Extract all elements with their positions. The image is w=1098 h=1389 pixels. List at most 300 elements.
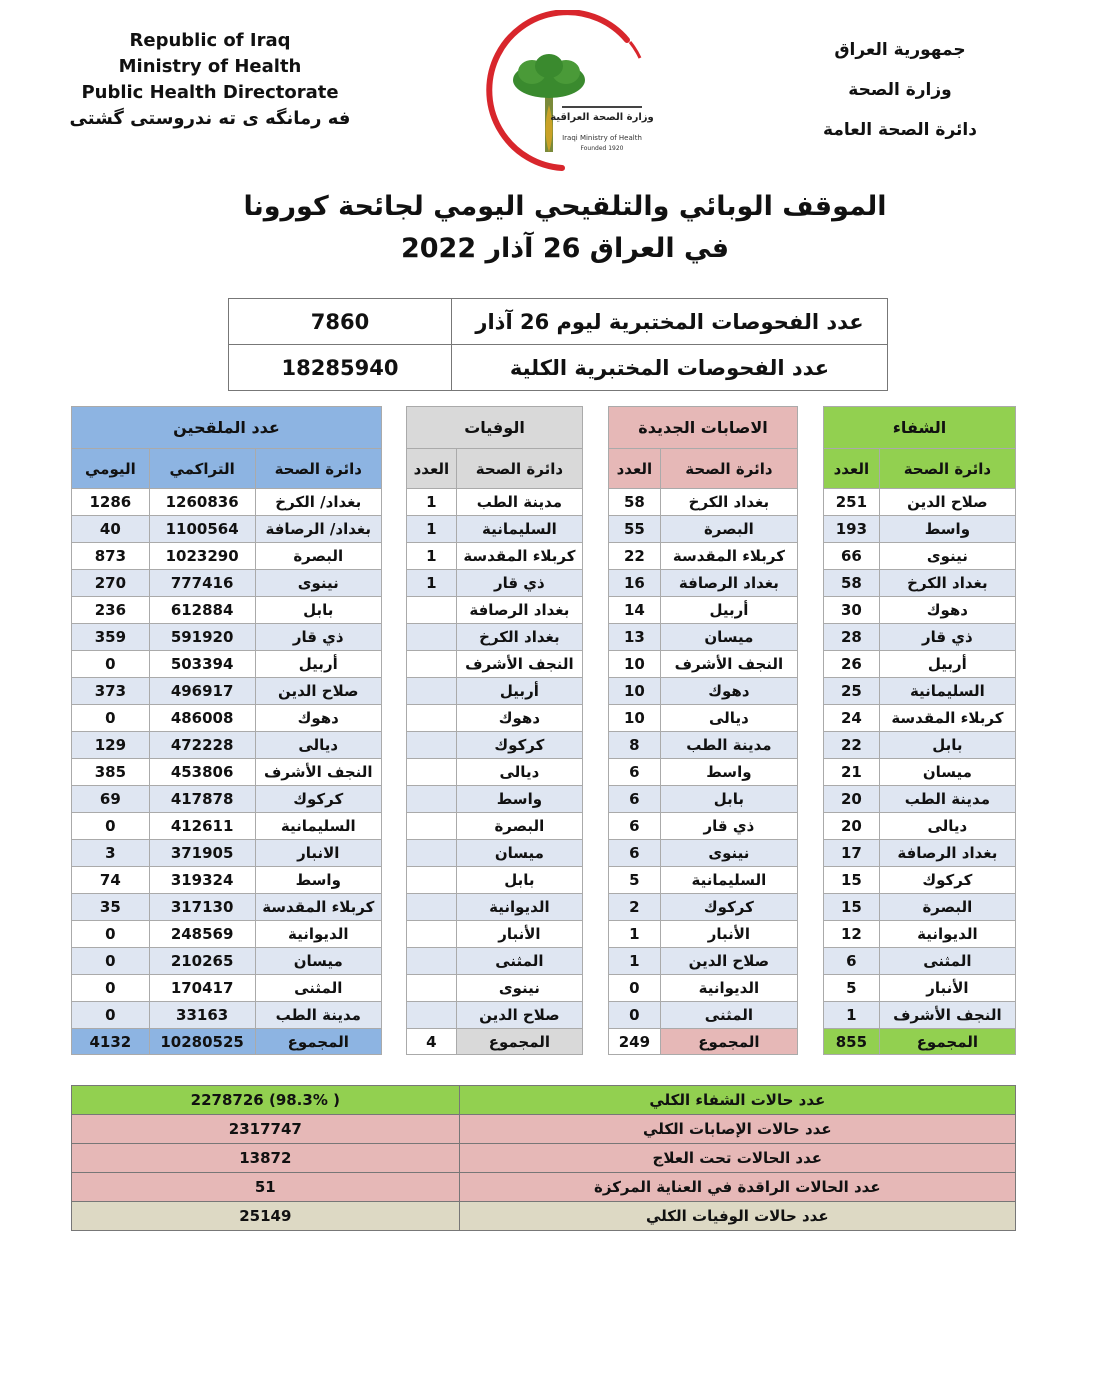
vaccinated-dept-cell: النجف الأشرف bbox=[255, 759, 381, 786]
recovery-count-cell: 6 bbox=[824, 948, 880, 975]
vaccinated-row bbox=[72, 624, 382, 651]
recovery-row bbox=[824, 786, 1016, 813]
cases-count-cell: 6 bbox=[609, 786, 661, 813]
lab-tests-daily-label: عدد الفحوصات المختبرية ليوم 26 آذار bbox=[452, 299, 888, 345]
recovery-row bbox=[824, 516, 1016, 543]
vaccinated-dept-cell: دهوك bbox=[255, 705, 381, 732]
cases-count-cell: 5 bbox=[609, 867, 661, 894]
recovery-dept-cell: كربلاء المقدسة bbox=[879, 705, 1015, 732]
recovery-dept-cell: بغداد الكرخ bbox=[879, 570, 1015, 597]
cases-count-cell: 55 bbox=[609, 516, 661, 543]
cases-dept-cell: دهوك bbox=[660, 678, 797, 705]
recovery-row bbox=[824, 705, 1016, 732]
logo-text-english: Iraqi Ministry of Health bbox=[562, 134, 642, 142]
deaths-dept-cell: نينوى bbox=[456, 975, 582, 1002]
vaccinated-row bbox=[72, 516, 382, 543]
header-line-republic: Republic of Iraq bbox=[129, 30, 291, 51]
cases-row bbox=[609, 813, 798, 840]
vaccinated-daily-cell: 0 bbox=[72, 813, 150, 840]
recovery-row bbox=[824, 624, 1016, 651]
summary-row bbox=[72, 1202, 1016, 1231]
vaccinated-cumulative-cell: 486008 bbox=[149, 705, 255, 732]
deaths-count-cell bbox=[407, 921, 457, 948]
recovery-count-cell: 30 bbox=[824, 597, 880, 624]
vaccinated-cumulative-cell: 612884 bbox=[149, 597, 255, 624]
recovery-count-cell: 20 bbox=[824, 786, 880, 813]
ministry-logo-graphic bbox=[462, 10, 662, 175]
ministry-logo bbox=[462, 10, 662, 175]
cases-dept-cell: بغداد الكرخ bbox=[660, 489, 797, 516]
recovery-count-cell: 5 bbox=[824, 975, 880, 1002]
recovery-dept-cell: أربيل bbox=[879, 651, 1015, 678]
recovery-dept-cell: نينوى bbox=[879, 543, 1015, 570]
recovery-count-cell: 15 bbox=[824, 894, 880, 921]
deaths-row bbox=[407, 948, 583, 975]
deaths-row bbox=[407, 786, 583, 813]
recovery-dept-cell: بابل bbox=[879, 732, 1015, 759]
deaths-count-cell bbox=[407, 786, 457, 813]
summary-value: ( 98.3%) 2278726 bbox=[72, 1086, 460, 1115]
deaths-count-cell: 1 bbox=[407, 570, 457, 597]
cases-dept-cell: ذي قار bbox=[660, 813, 797, 840]
deaths-row bbox=[407, 894, 583, 921]
cases-count-cell: 8 bbox=[609, 732, 661, 759]
vaccinated-daily-cell: 385 bbox=[72, 759, 150, 786]
deaths-dept-cell: ديالى bbox=[456, 759, 582, 786]
vaccinated-cumulative-cell: 33163 bbox=[149, 1002, 255, 1029]
cases-dept-cell: السليمانية bbox=[660, 867, 797, 894]
cases-row bbox=[609, 840, 798, 867]
cases-dept-cell: كربلاء المقدسة bbox=[660, 543, 797, 570]
recovery-count-cell: 193 bbox=[824, 516, 880, 543]
recovery-row bbox=[824, 813, 1016, 840]
vaccinated-daily-cell: 0 bbox=[72, 705, 150, 732]
vaccinated-row bbox=[72, 921, 382, 948]
cases-count-cell: 16 bbox=[609, 570, 661, 597]
report-title-line2: في العراق 26 آذار 2022 bbox=[400, 233, 730, 264]
deaths-total-label: المجموع bbox=[456, 1029, 582, 1055]
vaccinated-cumulative-cell: 496917 bbox=[149, 678, 255, 705]
deaths-row bbox=[407, 975, 583, 1002]
recovery-dept-cell: ميسان bbox=[879, 759, 1015, 786]
vaccinated-daily-cell: 359 bbox=[72, 624, 150, 651]
vaccinated-title: عدد الملقحين bbox=[72, 407, 382, 449]
recovery-row bbox=[824, 759, 1016, 786]
recovery-count-cell: 24 bbox=[824, 705, 880, 732]
summary-row bbox=[72, 1086, 1016, 1115]
vaccinated-dept-cell: كركوك bbox=[255, 786, 381, 813]
vaccinated-dept-cell: الانبار bbox=[255, 840, 381, 867]
recovery-section bbox=[823, 406, 1016, 1055]
recovery-count-cell: 20 bbox=[824, 813, 880, 840]
recovery-dept-cell: واسط bbox=[879, 516, 1015, 543]
vaccinated-daily-cell: 3 bbox=[72, 840, 150, 867]
deaths-dept-cell: البصرة bbox=[456, 813, 582, 840]
deaths-count-cell: 1 bbox=[407, 489, 457, 516]
vaccinated-cumulative-cell: 503394 bbox=[149, 651, 255, 678]
recovery-count-cell: 251 bbox=[824, 489, 880, 516]
deaths-count-cell bbox=[407, 705, 457, 732]
vaccinated-dept-cell: المثنى bbox=[255, 975, 381, 1002]
vaccinated-cumulative-cell: 170417 bbox=[149, 975, 255, 1002]
deaths-dept-cell: بابل bbox=[456, 867, 582, 894]
vaccinated-daily-cell: 0 bbox=[72, 921, 150, 948]
cases-count-cell: 1 bbox=[609, 921, 661, 948]
vaccinated-total-cumulative: 10280525 bbox=[149, 1029, 255, 1055]
vaccinated-dept-cell: واسط bbox=[255, 867, 381, 894]
vaccinated-col-dept: دائرة الصحة bbox=[255, 449, 381, 489]
deaths-count-cell bbox=[407, 867, 457, 894]
recovery-dept-cell: كركوك bbox=[879, 867, 1015, 894]
deaths-count-cell bbox=[407, 975, 457, 1002]
recovery-row bbox=[824, 732, 1016, 759]
vaccinated-total-label: المجموع bbox=[255, 1029, 381, 1055]
deaths-row bbox=[407, 732, 583, 759]
cases-dept-cell: النجف الأشرف bbox=[660, 651, 797, 678]
vaccinated-daily-cell: 0 bbox=[72, 1002, 150, 1029]
cases-row bbox=[609, 651, 798, 678]
vaccinated-row bbox=[72, 732, 382, 759]
deaths-dept-cell: المثنى bbox=[456, 948, 582, 975]
cases-row bbox=[609, 921, 798, 948]
vaccinated-row bbox=[72, 975, 382, 1002]
vaccinated-total-daily: 4132 bbox=[72, 1029, 150, 1055]
recovery-dept-cell: السليمانية bbox=[879, 678, 1015, 705]
vaccinated-daily-cell: 0 bbox=[72, 975, 150, 1002]
cases-count-cell: 10 bbox=[609, 651, 661, 678]
vaccinated-dept-cell: أربيل bbox=[255, 651, 381, 678]
vaccinated-row bbox=[72, 894, 382, 921]
header-line-kurdish: فه رمانگه ی ته ندروستی گشتی bbox=[69, 108, 351, 129]
recovery-count-cell: 66 bbox=[824, 543, 880, 570]
vaccinated-row bbox=[72, 813, 382, 840]
cases-dept-cell: ديالى bbox=[660, 705, 797, 732]
summary-label: عدد الحالات الراقدة في العناية المركزة bbox=[459, 1173, 1015, 1202]
deaths-row bbox=[407, 624, 583, 651]
recovery-row bbox=[824, 948, 1016, 975]
cases-dept-cell: مدينة الطب bbox=[660, 732, 797, 759]
vaccinated-dept-cell: بغداد/ الرصافة bbox=[255, 516, 381, 543]
vaccinated-cumulative-cell: 1023290 bbox=[149, 543, 255, 570]
deaths-dept-cell: بغداد الرصافة bbox=[456, 597, 582, 624]
vaccinated-col-daily: اليومي bbox=[72, 449, 150, 489]
cases-dept-cell: نينوى bbox=[660, 840, 797, 867]
recovery-row bbox=[824, 894, 1016, 921]
cases-dept-cell: البصرة bbox=[660, 516, 797, 543]
deaths-row bbox=[407, 1002, 583, 1029]
cases-dept-cell: بابل bbox=[660, 786, 797, 813]
vaccinated-row bbox=[72, 1002, 382, 1029]
vaccinated-cumulative-cell: 248569 bbox=[149, 921, 255, 948]
recovery-count-cell: 17 bbox=[824, 840, 880, 867]
cases-row bbox=[609, 786, 798, 813]
deaths-row bbox=[407, 543, 583, 570]
cases-row bbox=[609, 894, 798, 921]
deaths-section bbox=[406, 406, 583, 1055]
deaths-dept-cell: ميسان bbox=[456, 840, 582, 867]
deaths-count-cell: 1 bbox=[407, 543, 457, 570]
cases-count-cell: 14 bbox=[609, 597, 661, 624]
recovery-row bbox=[824, 867, 1016, 894]
vaccinated-cumulative-cell: 317130 bbox=[149, 894, 255, 921]
recovery-count-cell: 22 bbox=[824, 732, 880, 759]
recovery-total-value: 855 bbox=[824, 1029, 880, 1055]
recovery-count-cell: 21 bbox=[824, 759, 880, 786]
recovery-total-label: المجموع bbox=[879, 1029, 1015, 1055]
cases-count-cell: 13 bbox=[609, 624, 661, 651]
deaths-dept-cell: كربلاء المقدسة bbox=[456, 543, 582, 570]
recovery-row bbox=[824, 678, 1016, 705]
recovery-dept-cell: النجف الأشرف bbox=[879, 1002, 1015, 1029]
recovery-dept-cell: مدينة الطب bbox=[879, 786, 1015, 813]
cases-count-cell: 10 bbox=[609, 705, 661, 732]
recovery-row bbox=[824, 975, 1016, 1002]
cases-col-dept: دائرة الصحة bbox=[660, 449, 797, 489]
vaccinated-row bbox=[72, 867, 382, 894]
recovery-row bbox=[824, 921, 1016, 948]
deaths-dept-cell: بغداد الكرخ bbox=[456, 624, 582, 651]
recovery-dept-cell: الديوانية bbox=[879, 921, 1015, 948]
lab-tests-table bbox=[228, 298, 888, 391]
lab-tests-total-row bbox=[229, 345, 888, 391]
vaccinated-cumulative-cell: 319324 bbox=[149, 867, 255, 894]
deaths-count-cell bbox=[407, 948, 457, 975]
vaccinated-cumulative-cell: 1100564 bbox=[149, 516, 255, 543]
logo-text-founded: Founded 1920 bbox=[580, 145, 624, 152]
vaccinated-row bbox=[72, 705, 382, 732]
recovery-count-cell: 1 bbox=[824, 1002, 880, 1029]
vaccinated-cumulative-cell: 1260836 bbox=[149, 489, 255, 516]
cases-table bbox=[608, 406, 798, 1055]
header-ar-republic: جمهورية العراق bbox=[834, 40, 966, 60]
cases-dept-cell: كركوك bbox=[660, 894, 797, 921]
vaccinated-row bbox=[72, 786, 382, 813]
vaccinated-row bbox=[72, 570, 382, 597]
recovery-count-cell: 15 bbox=[824, 867, 880, 894]
summary-label: عدد حالات الشفاء الكلي bbox=[459, 1086, 1015, 1115]
vaccinated-dept-cell: مدينة الطب bbox=[255, 1002, 381, 1029]
deaths-count-cell bbox=[407, 678, 457, 705]
recovery-row bbox=[824, 570, 1016, 597]
cases-dept-cell: واسط bbox=[660, 759, 797, 786]
vaccinated-dept-cell: البصرة bbox=[255, 543, 381, 570]
cases-row bbox=[609, 759, 798, 786]
cases-dept-cell: ميسان bbox=[660, 624, 797, 651]
deaths-row bbox=[407, 759, 583, 786]
lab-tests-total-value: 18285940 bbox=[229, 345, 452, 391]
vaccinated-daily-cell: 40 bbox=[72, 516, 150, 543]
summary-row bbox=[72, 1173, 1016, 1202]
deaths-dept-cell: النجف الأشرف bbox=[456, 651, 582, 678]
vaccinated-cumulative-cell: 453806 bbox=[149, 759, 255, 786]
deaths-count-cell bbox=[407, 813, 457, 840]
cases-row bbox=[609, 732, 798, 759]
recovery-row bbox=[824, 1002, 1016, 1029]
deaths-col-dept: دائرة الصحة bbox=[456, 449, 582, 489]
report-title-line1: الموقف الوبائي والتلقيحي اليومي لجائحة كورونا bbox=[243, 191, 887, 222]
deaths-col-count: العدد bbox=[407, 449, 457, 489]
recovery-row bbox=[824, 489, 1016, 516]
recovery-count-cell: 58 bbox=[824, 570, 880, 597]
report-title bbox=[150, 186, 980, 270]
summary-row bbox=[72, 1144, 1016, 1173]
deaths-dept-cell: صلاح الدين bbox=[456, 1002, 582, 1029]
deaths-total-value: 4 bbox=[407, 1029, 457, 1055]
vaccinated-cumulative-cell: 371905 bbox=[149, 840, 255, 867]
cases-dept-cell: أربيل bbox=[660, 597, 797, 624]
summary-row bbox=[72, 1115, 1016, 1144]
vaccinated-dept-cell: ديالى bbox=[255, 732, 381, 759]
vaccinated-row bbox=[72, 840, 382, 867]
header-line-directorate: Public Health Directorate bbox=[81, 82, 339, 103]
vaccinated-cumulative-cell: 591920 bbox=[149, 624, 255, 651]
vaccinated-dept-cell: صلاح الدين bbox=[255, 678, 381, 705]
deaths-row bbox=[407, 597, 583, 624]
cases-dept-cell: المثنى bbox=[660, 1002, 797, 1029]
summary-label: عدد حالات الوفيات الكلي bbox=[459, 1202, 1015, 1231]
deaths-dept-cell: مدينة الطب bbox=[456, 489, 582, 516]
cases-row bbox=[609, 1002, 798, 1029]
deaths-count-cell bbox=[407, 1002, 457, 1029]
vaccinated-cumulative-cell: 777416 bbox=[149, 570, 255, 597]
vaccinated-row bbox=[72, 543, 382, 570]
recovery-dept-cell: المثنى bbox=[879, 948, 1015, 975]
recovery-count-cell: 28 bbox=[824, 624, 880, 651]
cases-row bbox=[609, 516, 798, 543]
cases-row bbox=[609, 948, 798, 975]
cases-row bbox=[609, 678, 798, 705]
cases-row bbox=[609, 705, 798, 732]
recovery-col-count: العدد bbox=[824, 449, 880, 489]
deaths-count-cell bbox=[407, 894, 457, 921]
cases-total-value: 249 bbox=[609, 1029, 661, 1055]
cases-count-cell: 10 bbox=[609, 678, 661, 705]
deaths-count-cell bbox=[407, 597, 457, 624]
cases-row bbox=[609, 975, 798, 1002]
vaccinated-dept-cell: ميسان bbox=[255, 948, 381, 975]
deaths-dept-cell: الأنبار bbox=[456, 921, 582, 948]
deaths-table bbox=[406, 406, 583, 1055]
vaccinated-daily-cell: 35 bbox=[72, 894, 150, 921]
vaccinated-dept-cell: كربلاء المقدسة bbox=[255, 894, 381, 921]
cases-dept-cell: الديوانية bbox=[660, 975, 797, 1002]
deaths-row bbox=[407, 705, 583, 732]
deaths-row bbox=[407, 840, 583, 867]
cases-title: الاصابات الجديدة bbox=[609, 407, 798, 449]
vaccinated-daily-cell: 69 bbox=[72, 786, 150, 813]
summary-value: 51 bbox=[72, 1173, 460, 1202]
deaths-count-cell bbox=[407, 624, 457, 651]
vaccinated-daily-cell: 129 bbox=[72, 732, 150, 759]
deaths-row bbox=[407, 516, 583, 543]
deaths-count-cell bbox=[407, 651, 457, 678]
header-line-ministry: Ministry of Health bbox=[118, 56, 302, 77]
vaccinated-daily-cell: 373 bbox=[72, 678, 150, 705]
recovery-dept-cell: ذي قار bbox=[879, 624, 1015, 651]
summary-label: عدد الحالات تحت العلاج bbox=[459, 1144, 1015, 1173]
summary-value: 13872 bbox=[72, 1144, 460, 1173]
cases-count-cell: 6 bbox=[609, 759, 661, 786]
recovery-dept-cell: بغداد الرصافة bbox=[879, 840, 1015, 867]
recovery-row bbox=[824, 651, 1016, 678]
header-arabic-block bbox=[800, 30, 1000, 150]
deaths-dept-cell: كركوك bbox=[456, 732, 582, 759]
summary-table bbox=[71, 1085, 1016, 1231]
cases-count-cell: 58 bbox=[609, 489, 661, 516]
cases-row bbox=[609, 570, 798, 597]
vaccinated-daily-cell: 0 bbox=[72, 948, 150, 975]
vaccinated-row bbox=[72, 678, 382, 705]
lab-tests-total-label: عدد الفحوصات المختبرية الكلية bbox=[452, 345, 888, 391]
deaths-row bbox=[407, 921, 583, 948]
deaths-row bbox=[407, 813, 583, 840]
vaccinated-row bbox=[72, 651, 382, 678]
vaccinated-cumulative-cell: 210265 bbox=[149, 948, 255, 975]
vaccinated-dept-cell: ذي قار bbox=[255, 624, 381, 651]
deaths-count-cell: 1 bbox=[407, 516, 457, 543]
deaths-row bbox=[407, 570, 583, 597]
cases-count-cell: 22 bbox=[609, 543, 661, 570]
cases-count-cell: 1 bbox=[609, 948, 661, 975]
lab-tests-daily-value: 7860 bbox=[229, 299, 452, 345]
summary-value: 2317747 bbox=[72, 1115, 460, 1144]
recovery-dept-cell: دهوك bbox=[879, 597, 1015, 624]
cases-count-cell: 2 bbox=[609, 894, 661, 921]
cases-dept-cell: صلاح الدين bbox=[660, 948, 797, 975]
recovery-title: الشفاء bbox=[824, 407, 1016, 449]
logo-text-arabic: وزارة الصحة العراقية bbox=[550, 112, 654, 123]
vaccinated-dept-cell: نينوى bbox=[255, 570, 381, 597]
deaths-title: الوفيات bbox=[407, 407, 583, 449]
vaccinated-row bbox=[72, 597, 382, 624]
recovery-col-dept: دائرة الصحة bbox=[879, 449, 1015, 489]
cases-section bbox=[608, 406, 798, 1055]
recovery-row bbox=[824, 543, 1016, 570]
summary-value: 25149 bbox=[72, 1202, 460, 1231]
vaccinated-section bbox=[71, 406, 382, 1055]
cases-count-cell: 0 bbox=[609, 1002, 661, 1029]
vaccinated-row bbox=[72, 759, 382, 786]
recovery-count-cell: 25 bbox=[824, 678, 880, 705]
recovery-dept-cell: ديالى bbox=[879, 813, 1015, 840]
recovery-row bbox=[824, 840, 1016, 867]
recovery-count-cell: 12 bbox=[824, 921, 880, 948]
header-ar-ministry: وزارة الصحة bbox=[848, 80, 952, 100]
vaccinated-cumulative-cell: 417878 bbox=[149, 786, 255, 813]
vaccinated-daily-cell: 74 bbox=[72, 867, 150, 894]
vaccinated-cumulative-cell: 472228 bbox=[149, 732, 255, 759]
vaccinated-row bbox=[72, 489, 382, 516]
cases-dept-cell: بغداد الرصافة bbox=[660, 570, 797, 597]
deaths-dept-cell: الديوانية bbox=[456, 894, 582, 921]
recovery-row bbox=[824, 597, 1016, 624]
recovery-table bbox=[823, 406, 1016, 1055]
deaths-count-cell bbox=[407, 759, 457, 786]
deaths-row bbox=[407, 867, 583, 894]
lab-tests-daily-row bbox=[229, 299, 888, 345]
deaths-dept-cell: ذي قار bbox=[456, 570, 582, 597]
vaccinated-daily-cell: 1286 bbox=[72, 489, 150, 516]
vaccinated-cumulative-cell: 412611 bbox=[149, 813, 255, 840]
cases-total-label: المجموع bbox=[660, 1029, 797, 1055]
cases-row bbox=[609, 543, 798, 570]
deaths-dept-cell: السليمانية bbox=[456, 516, 582, 543]
vaccinated-row bbox=[72, 948, 382, 975]
recovery-dept-cell: البصرة bbox=[879, 894, 1015, 921]
recovery-dept-cell: الأنبار bbox=[879, 975, 1015, 1002]
cases-count-cell: 6 bbox=[609, 813, 661, 840]
vaccinated-daily-cell: 236 bbox=[72, 597, 150, 624]
